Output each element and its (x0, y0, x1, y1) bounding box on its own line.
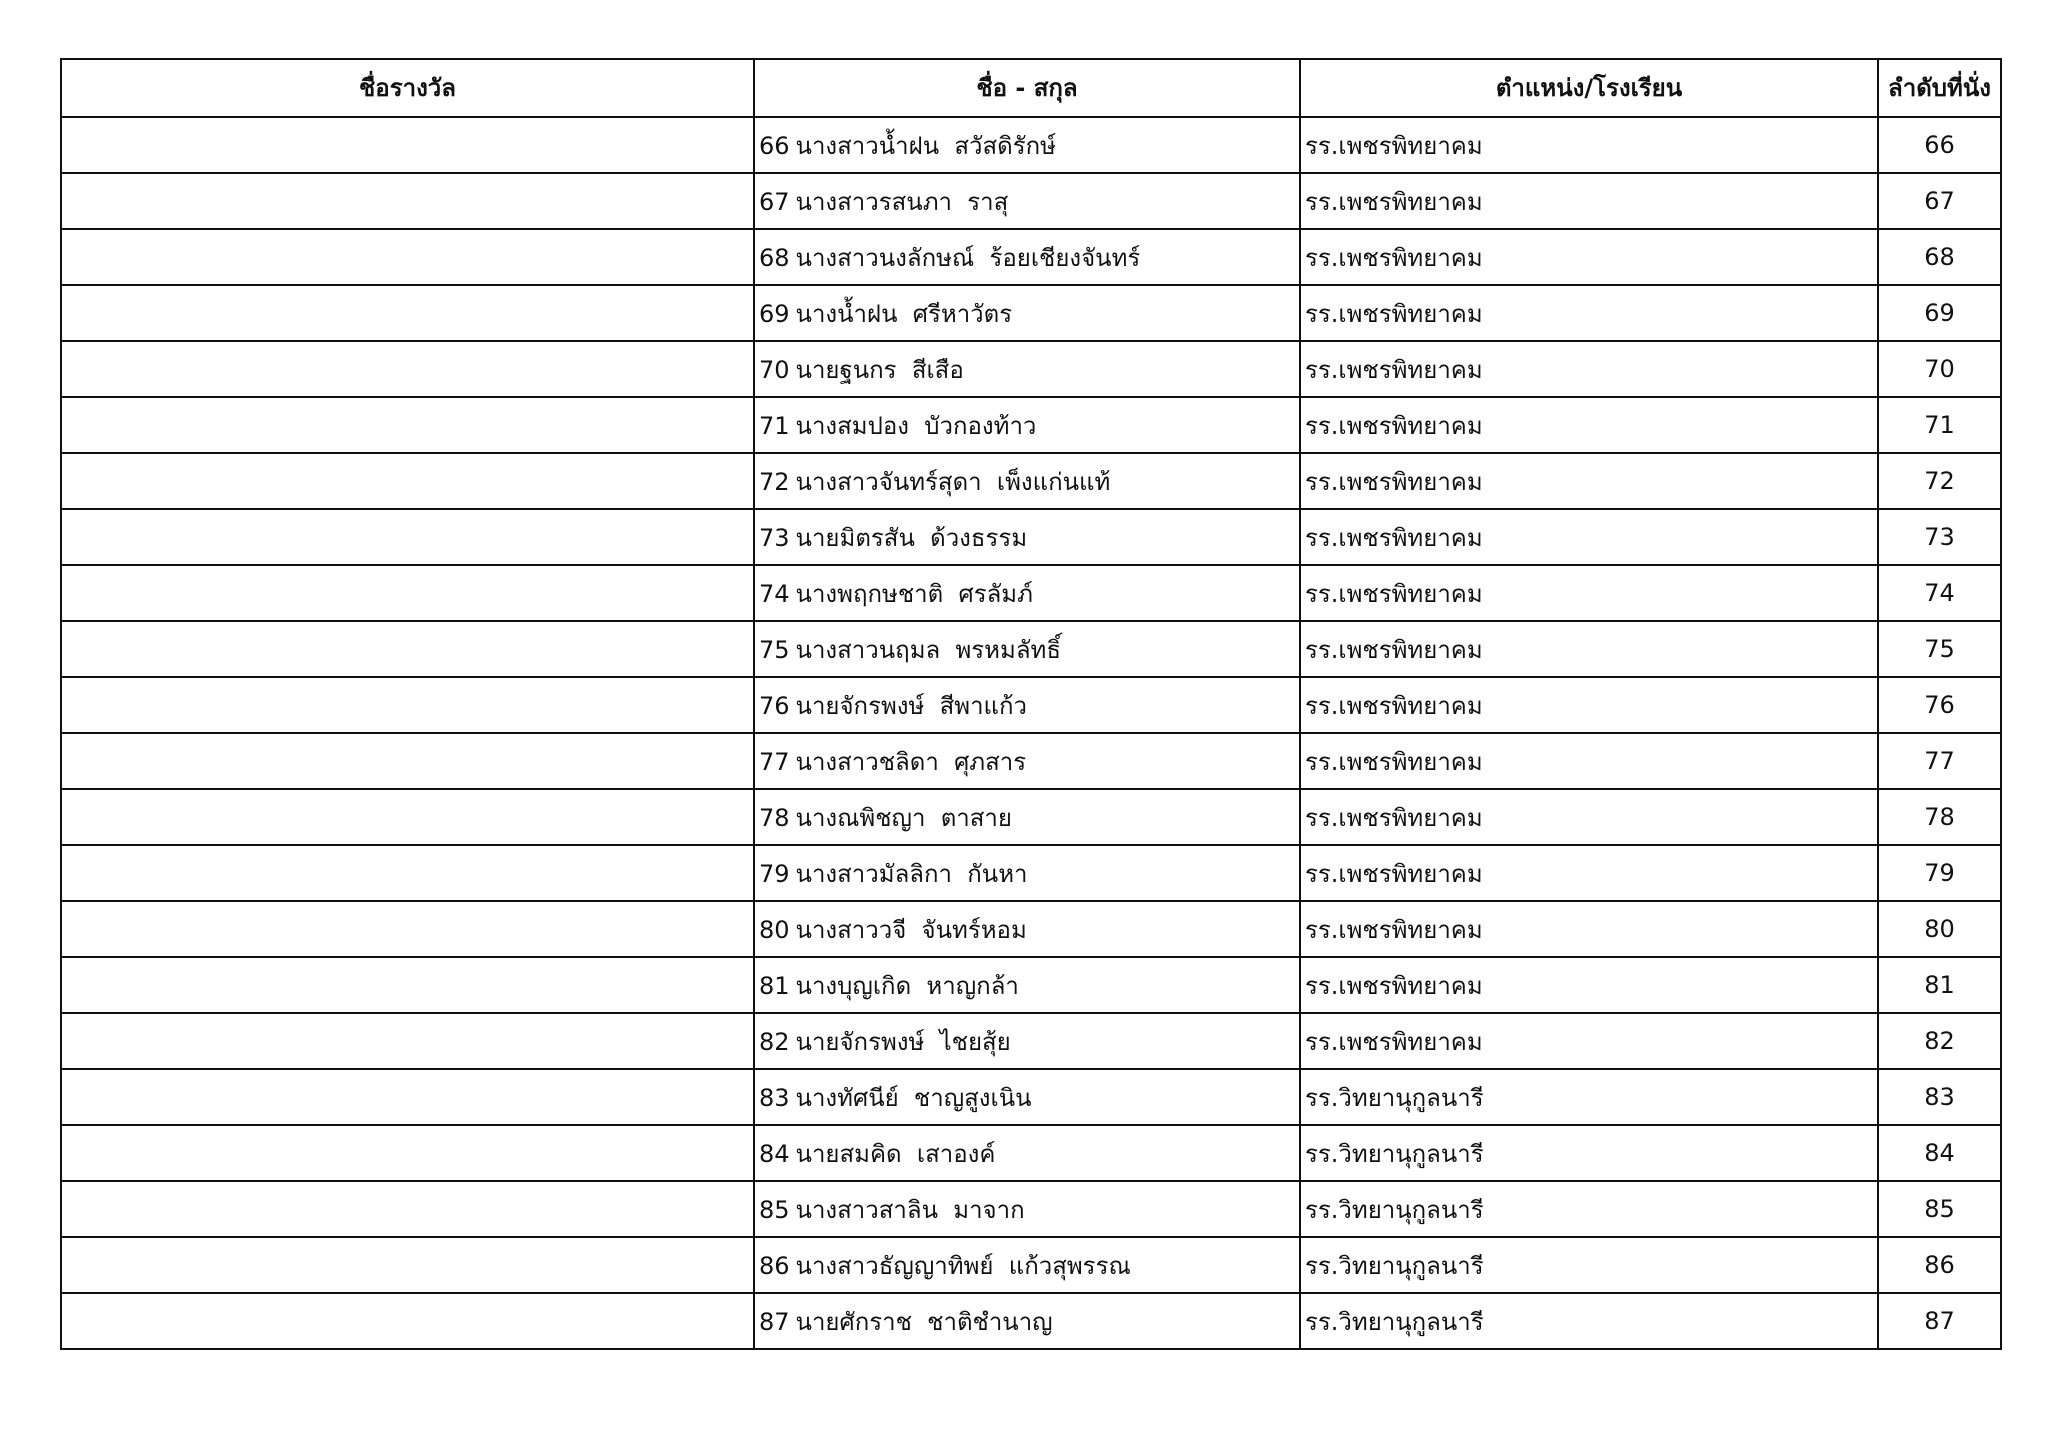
award-cell (61, 229, 754, 285)
school-cell: รร.เพชรพิทยาคม (1300, 453, 1878, 509)
entry-number: 71 (759, 411, 790, 440)
award-cell (61, 1181, 754, 1237)
seat-number-cell: 86 (1878, 1237, 2001, 1293)
school-cell: รร.เพชรพิทยาคม (1300, 733, 1878, 789)
entry-number: 83 (759, 1083, 790, 1112)
full-name: นางสมปอง บัวกองท้าว (795, 411, 1037, 440)
name-cell (754, 397, 1300, 453)
seat-number-cell: 68 (1878, 229, 2001, 285)
name-cell (754, 1293, 1300, 1349)
school-cell: รร.วิทยานุกูลนารี (1300, 1293, 1878, 1349)
school-cell: รร.เพชรพิทยาคม (1300, 173, 1878, 229)
name-cell (754, 509, 1300, 565)
header-row (61, 59, 2001, 117)
entry-number: 76 (759, 691, 790, 720)
seat-number-cell: 76 (1878, 677, 2001, 733)
table-row (61, 957, 2001, 1013)
school-cell: รร.เพชรพิทยาคม (1300, 901, 1878, 957)
seat-number-cell: 87 (1878, 1293, 2001, 1349)
table-row (61, 453, 2001, 509)
full-name: นางสาวน้ำฝน สวัสดิรักษ์ (795, 131, 1056, 160)
full-name: นางสาวนงลักษณ์ ร้อยเชียงจันทร์ (795, 243, 1141, 272)
seat-number-cell: 70 (1878, 341, 2001, 397)
full-name: นางสาวสาลิน มาจาก (795, 1195, 1025, 1224)
seat-number-cell: 69 (1878, 285, 2001, 341)
seat-number-cell: 80 (1878, 901, 2001, 957)
table-row (61, 733, 2001, 789)
table-row (61, 509, 2001, 565)
name-cell (754, 1069, 1300, 1125)
table-row (61, 565, 2001, 621)
name-cell (754, 733, 1300, 789)
seat-number-cell: 66 (1878, 117, 2001, 173)
name-cell (754, 229, 1300, 285)
full-name: นายฐนกร สีเสือ (795, 355, 964, 384)
award-cell (61, 845, 754, 901)
table-body (61, 117, 2001, 1349)
school-cell: รร.เพชรพิทยาคม (1300, 397, 1878, 453)
entry-number: 79 (759, 859, 790, 888)
award-cell (61, 789, 754, 845)
seat-number-cell: 75 (1878, 621, 2001, 677)
table-row (61, 117, 2001, 173)
entry-number: 81 (759, 971, 790, 1000)
seat-number-cell: 84 (1878, 1125, 2001, 1181)
award-cell (61, 565, 754, 621)
full-name: นางพฤกษชาติ ศรลัมภ์ (795, 579, 1033, 608)
name-cell (754, 285, 1300, 341)
entry-number: 77 (759, 747, 790, 776)
seat-number-cell: 74 (1878, 565, 2001, 621)
school-cell: รร.เพชรพิทยาคม (1300, 229, 1878, 285)
name-cell (754, 453, 1300, 509)
school-cell: รร.เพชรพิทยาคม (1300, 285, 1878, 341)
entry-number: 86 (759, 1251, 790, 1280)
entry-number: 82 (759, 1027, 790, 1056)
header-seat: ลำดับที่นั่ง (1878, 59, 2001, 117)
document-page (60, 58, 2000, 1350)
table-row (61, 845, 2001, 901)
award-cell (61, 1125, 754, 1181)
name-cell (754, 845, 1300, 901)
seat-number-cell: 81 (1878, 957, 2001, 1013)
table-row (61, 621, 2001, 677)
award-cell (61, 453, 754, 509)
table-row (61, 285, 2001, 341)
award-cell (61, 957, 754, 1013)
table-row (61, 677, 2001, 733)
seat-number-cell: 78 (1878, 789, 2001, 845)
full-name: นางสาวชลิดา ศุภสาร (795, 747, 1027, 776)
name-cell (754, 957, 1300, 1013)
entry-number: 84 (759, 1139, 790, 1168)
table-row (61, 173, 2001, 229)
entry-number: 67 (759, 187, 790, 216)
full-name: นางสาวรสนภา ราสุ (795, 187, 1009, 216)
entry-number: 74 (759, 579, 790, 608)
award-cell (61, 397, 754, 453)
award-cell (61, 1293, 754, 1349)
seat-number-cell: 83 (1878, 1069, 2001, 1125)
name-cell (754, 901, 1300, 957)
school-cell: รร.เพชรพิทยาคม (1300, 789, 1878, 845)
award-cell (61, 677, 754, 733)
header-award: ชื่อรางวัล (61, 59, 754, 117)
school-cell: รร.เพชรพิทยาคม (1300, 621, 1878, 677)
award-cell (61, 173, 754, 229)
name-cell (754, 173, 1300, 229)
entry-number: 78 (759, 803, 790, 832)
full-name: นายจักรพงษ์ สีพาแก้ว (795, 691, 1028, 720)
table-row (61, 1069, 2001, 1125)
full-name: นายศักราช ชาติชำนาญ (795, 1307, 1053, 1336)
full-name: นางทัศนีย์ ชาญสูงเนิน (795, 1083, 1032, 1112)
table-row (61, 1237, 2001, 1293)
full-name: นางสาวมัลลิกา กันหา (795, 859, 1028, 888)
table-row (61, 789, 2001, 845)
header-name: ชื่อ - สกุล (754, 59, 1300, 117)
award-cell (61, 1237, 754, 1293)
table-row (61, 1181, 2001, 1237)
seat-number-cell: 73 (1878, 509, 2001, 565)
table-row (61, 901, 2001, 957)
name-cell (754, 341, 1300, 397)
name-cell (754, 1125, 1300, 1181)
name-cell (754, 117, 1300, 173)
table-row (61, 1293, 2001, 1349)
name-cell (754, 789, 1300, 845)
school-cell: รร.วิทยานุกูลนารี (1300, 1125, 1878, 1181)
seat-number-cell: 79 (1878, 845, 2001, 901)
header-school: ตำแหน่ง/โรงเรียน (1300, 59, 1878, 117)
entry-number: 75 (759, 635, 790, 664)
entry-number: 68 (759, 243, 790, 272)
entry-number: 72 (759, 467, 790, 496)
seating-table (60, 58, 2002, 1350)
entry-number: 73 (759, 523, 790, 552)
name-cell (754, 1237, 1300, 1293)
award-cell (61, 341, 754, 397)
full-name: นางน้ำฝน ศรีหาวัตร (795, 299, 1013, 328)
name-cell (754, 677, 1300, 733)
full-name: นายสมคิด เสาองค์ (795, 1139, 996, 1168)
school-cell: รร.เพชรพิทยาคม (1300, 341, 1878, 397)
school-cell: รร.เพชรพิทยาคม (1300, 1013, 1878, 1069)
name-cell (754, 1013, 1300, 1069)
school-cell: รร.เพชรพิทยาคม (1300, 565, 1878, 621)
full-name: นายจักรพงษ์ ไชยสุ้ย (795, 1027, 1011, 1056)
school-cell: รร.เพชรพิทยาคม (1300, 845, 1878, 901)
school-cell: รร.วิทยานุกูลนารี (1300, 1181, 1878, 1237)
table-row (61, 397, 2001, 453)
entry-number: 85 (759, 1195, 790, 1224)
entry-number: 80 (759, 915, 790, 944)
seat-number-cell: 85 (1878, 1181, 2001, 1237)
name-cell (754, 565, 1300, 621)
school-cell: รร.เพชรพิทยาคม (1300, 957, 1878, 1013)
seat-number-cell: 72 (1878, 453, 2001, 509)
entry-number: 87 (759, 1307, 790, 1336)
school-cell: รร.วิทยานุกูลนารี (1300, 1069, 1878, 1125)
seat-number-cell: 67 (1878, 173, 2001, 229)
full-name: นางสาวจันทร์สุดา เพ็งแก่นแท้ (795, 467, 1111, 496)
name-cell (754, 621, 1300, 677)
award-cell (61, 621, 754, 677)
award-cell (61, 1013, 754, 1069)
seat-number-cell: 77 (1878, 733, 2001, 789)
award-cell (61, 1069, 754, 1125)
table-row (61, 1125, 2001, 1181)
full-name: นางสาวนฤมล พรหมลัทธิ์ (795, 635, 1061, 664)
school-cell: รร.วิทยานุกูลนารี (1300, 1237, 1878, 1293)
name-cell (754, 1181, 1300, 1237)
award-cell (61, 117, 754, 173)
award-cell (61, 509, 754, 565)
table-row (61, 341, 2001, 397)
table-row (61, 229, 2001, 285)
school-cell: รร.เพชรพิทยาคม (1300, 117, 1878, 173)
entry-number: 66 (759, 131, 790, 160)
school-cell: รร.เพชรพิทยาคม (1300, 677, 1878, 733)
seat-number-cell: 71 (1878, 397, 2001, 453)
full-name: นางณพิชญา ตาสาย (795, 803, 1012, 832)
award-cell (61, 285, 754, 341)
seat-number-cell: 82 (1878, 1013, 2001, 1069)
award-cell (61, 901, 754, 957)
full-name: นางสาวธัญญาทิพย์ แก้วสุพรรณ (795, 1251, 1131, 1280)
full-name: นางสาววจี จันทร์หอม (795, 915, 1027, 944)
table-row (61, 1013, 2001, 1069)
award-cell (61, 733, 754, 789)
full-name: นายมิตรสัน ด้วงธรรม (795, 523, 1028, 552)
entry-number: 69 (759, 299, 790, 328)
entry-number: 70 (759, 355, 790, 384)
school-cell: รร.เพชรพิทยาคม (1300, 509, 1878, 565)
full-name: นางบุญเกิด หาญกล้า (795, 971, 1019, 1000)
